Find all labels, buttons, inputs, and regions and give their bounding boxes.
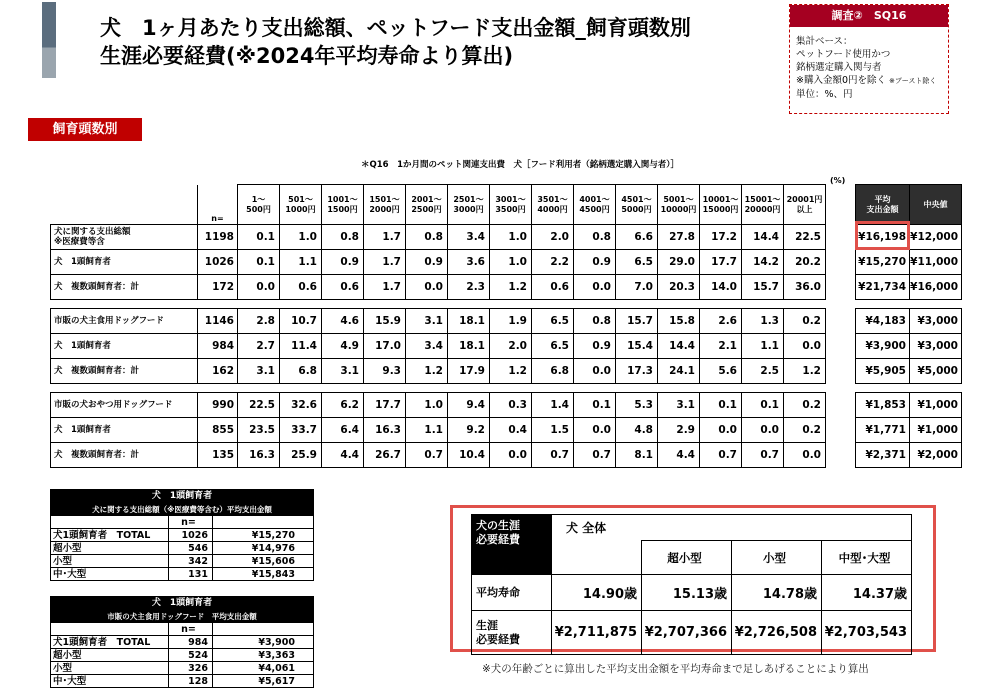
price-range-header: 20001円 以上 [784, 185, 826, 225]
average-value: ¥15,270 [856, 250, 910, 275]
table-row [51, 443, 826, 468]
mini-row-label: 小型 [51, 555, 169, 568]
mini-subtitle: 市販の犬主食用ドッグフード 平均支出金額 [51, 610, 314, 623]
group-gap [856, 300, 962, 309]
median-value: ¥3,000 [910, 309, 962, 334]
row-label: 犬 複数頭飼育者：計 [51, 275, 198, 300]
mini-title: 犬 1頭飼育者 [51, 597, 314, 610]
group-gap [51, 300, 826, 309]
percent-cell: 0.6 [322, 275, 364, 300]
percent-cell: 18.1 [448, 309, 490, 334]
percent-cell: 0.1 [742, 393, 784, 418]
percent-cell: 0.1 [574, 393, 616, 418]
percent-cell: 4.4 [658, 443, 700, 468]
lifetime-value: 14.37歳 [822, 575, 912, 611]
stats-row [856, 393, 962, 418]
row-label: 市販の犬おやつ用ドッグフード [51, 393, 198, 418]
percent-cell: 0.6 [532, 275, 574, 300]
percent-cell: 0.0 [784, 334, 826, 359]
percent-cell: 9.4 [448, 393, 490, 418]
percent-cell: 6.5 [532, 309, 574, 334]
sample-size: 1146 [198, 309, 238, 334]
mini-title: 犬 1頭飼育者 [51, 490, 314, 503]
percent-cell: 6.2 [322, 393, 364, 418]
price-range-header: 15001～ 20000円 [742, 185, 784, 225]
percent-cell: 0.9 [574, 334, 616, 359]
median-value: ¥1,000 [910, 418, 962, 443]
lifetime-value: ¥2,711,875 [552, 611, 642, 655]
mini-row [51, 649, 314, 662]
survey-line: 集計ベース： [796, 36, 853, 47]
title-accent-bar [42, 2, 56, 78]
mini-n-row [51, 516, 314, 529]
percent-cell: 0.7 [700, 443, 742, 468]
percent-cell: 3.4 [448, 225, 490, 250]
percent-cell: 0.0 [574, 418, 616, 443]
percent-cell: 32.6 [280, 393, 322, 418]
percent-cell: 1.0 [280, 225, 322, 250]
median-header: 中央値 [910, 185, 962, 225]
percent-cell: 10.4 [448, 443, 490, 468]
percent-cell: 1.9 [490, 309, 532, 334]
sample-size: 162 [198, 359, 238, 384]
price-range-header: 4501～ 5000円 [616, 185, 658, 225]
price-range-header: 3501～ 4000円 [532, 185, 574, 225]
percent-cell: 14.0 [700, 275, 742, 300]
sample-size: 1198 [198, 225, 238, 250]
percent-cell: 29.0 [658, 250, 700, 275]
percent-cell: 3.4 [406, 334, 448, 359]
stats-row [856, 275, 962, 300]
table-row [51, 418, 826, 443]
lifetime-value: ¥2,707,366 [642, 611, 732, 655]
mini-row-n: 524 [169, 649, 213, 662]
size-header: 超小型 [642, 541, 732, 575]
stats-row [856, 359, 962, 384]
lifetime-value: 14.90歳 [552, 575, 642, 611]
percent-cell: 17.7 [364, 393, 406, 418]
mini-row-value: ¥14,976 [213, 542, 314, 555]
lifetime-value: ¥2,726,508 [732, 611, 822, 655]
table-row [51, 393, 826, 418]
table-row [51, 334, 826, 359]
percent-cell: 25.9 [280, 443, 322, 468]
percent-cell: 7.0 [616, 275, 658, 300]
mini-blank [213, 516, 314, 529]
percent-cell: 0.0 [784, 443, 826, 468]
percent-cell: 0.7 [742, 443, 784, 468]
percent-cell: 0.2 [784, 393, 826, 418]
mini-row [51, 542, 314, 555]
blank-size-header [552, 541, 642, 575]
percent-cell: 0.0 [742, 418, 784, 443]
percent-cell: 5.3 [616, 393, 658, 418]
percent-cell: 14.4 [658, 334, 700, 359]
mini-row-value: ¥5,617 [213, 675, 314, 688]
mini-table-total-spending [50, 489, 314, 581]
stats-row [856, 418, 962, 443]
mini-row-label: 犬1頭飼育者 TOTAL [51, 529, 169, 542]
percent-cell: 17.7 [700, 250, 742, 275]
mini-row [51, 555, 314, 568]
percent-cell: 3.6 [448, 250, 490, 275]
percent-cell: 0.7 [406, 443, 448, 468]
percent-cell: 0.1 [238, 225, 280, 250]
percent-cell: 6.4 [322, 418, 364, 443]
lifetime-badge: 犬の生涯 必要経費 [472, 515, 552, 575]
mini-subtitle: 犬に関する支出総額（※医療費等含む）平均支出金額 [51, 503, 314, 516]
size-header: 小型 [732, 541, 822, 575]
survey-info-box [789, 4, 949, 114]
percent-cell: 15.7 [616, 309, 658, 334]
percent-cell: 0.2 [784, 418, 826, 443]
mini-row-value: ¥15,843 [213, 568, 314, 581]
mini-title-row [51, 597, 314, 610]
survey-label: 調査② SQ16 [790, 5, 948, 27]
percent-cell: 3.1 [238, 359, 280, 384]
percent-cell: 0.1 [700, 393, 742, 418]
percent-cell: 15.4 [616, 334, 658, 359]
stats-header-row [856, 185, 962, 225]
table-row [51, 359, 826, 384]
percent-cell: 16.3 [238, 443, 280, 468]
percent-cell: 1.7 [364, 225, 406, 250]
percent-cell: 0.8 [574, 309, 616, 334]
section-label: 飼育頭数別 [28, 118, 142, 141]
percent-cell: 1.1 [406, 418, 448, 443]
percent-cell: 0.3 [490, 393, 532, 418]
title-line-2: 生涯必要経費(※2024年平均寿命より算出) [100, 44, 514, 68]
price-range-header: 3001～ 3500円 [490, 185, 532, 225]
mini-n-header: n= [169, 516, 213, 529]
blank-header-cell [51, 185, 198, 225]
row-label: 犬 複数頭飼育者：計 [51, 359, 198, 384]
survey-details [790, 27, 948, 101]
header-row [51, 185, 826, 225]
percent-cell: 0.4 [490, 418, 532, 443]
percent-cell: 9.3 [364, 359, 406, 384]
percent-cell: 2.2 [532, 250, 574, 275]
percent-cell: 2.6 [700, 309, 742, 334]
table-row [51, 250, 826, 275]
percent-cell: 0.2 [784, 309, 826, 334]
row-label: 犬 1頭飼育者 [51, 334, 198, 359]
stats-row [856, 309, 962, 334]
average-value: ¥2,371 [856, 443, 910, 468]
row-label: 犬 複数頭飼育者：計 [51, 443, 198, 468]
percent-cell: 17.2 [700, 225, 742, 250]
median-value: ¥2,000 [910, 443, 962, 468]
mini-subtitle-row [51, 503, 314, 516]
percent-cell: 0.0 [406, 275, 448, 300]
percent-cell: 6.5 [532, 334, 574, 359]
highlight-box [855, 221, 910, 250]
mini-row-label: 中･大型 [51, 568, 169, 581]
survey-line: 銘柄選定購入関与者 [796, 62, 882, 73]
percent-cell: 4.6 [322, 309, 364, 334]
mini-row-value: ¥15,606 [213, 555, 314, 568]
percent-cell: 0.9 [322, 250, 364, 275]
survey-small-note: ※ブースト除く [889, 77, 937, 85]
percent-cell: 20.2 [784, 250, 826, 275]
percent-cell: 26.7 [364, 443, 406, 468]
stats-row [856, 443, 962, 468]
percent-cell: 17.3 [616, 359, 658, 384]
group-header: 犬 全体 [552, 515, 912, 541]
group-gap [51, 384, 826, 393]
percent-cell: 23.5 [238, 418, 280, 443]
percent-cell: 4.4 [322, 443, 364, 468]
lifetime-header-row-1 [472, 515, 912, 541]
row-label: 犬に関する支出総額 ※医療費等含 [51, 225, 198, 250]
percent-cell: 1.2 [784, 359, 826, 384]
percent-cell: 20.3 [658, 275, 700, 300]
percent-cell: 6.6 [616, 225, 658, 250]
size-header: 中型･大型 [822, 541, 912, 575]
average-value: ¥1,771 [856, 418, 910, 443]
lifetime-note: ※犬の年齢ごとに算出した平均支出金額を平均寿命まで足しあげることにより算出 [482, 663, 869, 675]
percent-cell: 2.0 [490, 334, 532, 359]
price-range-header: 5001～ 10000円 [658, 185, 700, 225]
price-range-header: 1501～ 2000円 [364, 185, 406, 225]
price-range-header: 4001～ 4500円 [574, 185, 616, 225]
lifetime-value: 14.78歳 [732, 575, 822, 611]
percent-cell: 16.3 [364, 418, 406, 443]
mini-row-label: 超小型 [51, 649, 169, 662]
lifetime-row-label: 生涯 必要経費 [472, 611, 552, 655]
percent-cell: 0.0 [490, 443, 532, 468]
percent-cell: 10.7 [280, 309, 322, 334]
mini-row-n: 342 [169, 555, 213, 568]
price-range-header: 2001～ 2500円 [406, 185, 448, 225]
mini-row [51, 568, 314, 581]
percent-cell: 2.0 [532, 225, 574, 250]
mini-row-n: 326 [169, 662, 213, 675]
mini-blank [51, 623, 169, 636]
mini-row-label: 超小型 [51, 542, 169, 555]
table-row [51, 309, 826, 334]
n-header: n= [198, 185, 238, 225]
mini-row-n: 984 [169, 636, 213, 649]
percent-cell: 1.2 [406, 359, 448, 384]
mini-row-label: 小型 [51, 662, 169, 675]
percent-cell: 1.3 [742, 309, 784, 334]
percent-cell: 1.0 [490, 225, 532, 250]
percent-cell: 6.8 [532, 359, 574, 384]
percent-cell: 17.9 [448, 359, 490, 384]
median-value: ¥11,000 [910, 250, 962, 275]
sample-size: 172 [198, 275, 238, 300]
percent-cell: 0.0 [574, 275, 616, 300]
percent-cell: 22.5 [238, 393, 280, 418]
stats-row [856, 334, 962, 359]
percent-cell: 2.7 [238, 334, 280, 359]
percent-cell: 3.1 [322, 359, 364, 384]
average-header: 平均 支出金額 [856, 185, 910, 225]
percent-cell: 0.6 [280, 275, 322, 300]
percent-cell: 14.4 [742, 225, 784, 250]
mini-row-value: ¥4,061 [213, 662, 314, 675]
sample-size: 855 [198, 418, 238, 443]
percent-cell: 0.7 [574, 443, 616, 468]
percent-cell: 6.5 [616, 250, 658, 275]
mini-row-label: 犬1頭飼育者 TOTAL [51, 636, 169, 649]
lifetime-row-label: 平均寿命 [472, 575, 552, 611]
mini-row-n: 128 [169, 675, 213, 688]
spending-distribution-table [50, 184, 826, 468]
percent-cell: 2.5 [742, 359, 784, 384]
percent-cell: 2.8 [238, 309, 280, 334]
percent-unit-label: (%) [830, 176, 846, 185]
mini-blank [213, 623, 314, 636]
gap-cell [51, 300, 826, 309]
mini-row [51, 636, 314, 649]
percent-cell: 15.9 [364, 309, 406, 334]
mini-row-n: 546 [169, 542, 213, 555]
percent-cell: 36.0 [784, 275, 826, 300]
survey-unit: 単位：%、円 [796, 89, 853, 100]
percent-cell: 4.9 [322, 334, 364, 359]
average-value: ¥1,853 [856, 393, 910, 418]
percent-cell: 0.8 [406, 225, 448, 250]
mini-row [51, 529, 314, 542]
average-value: ¥4,183 [856, 309, 910, 334]
average-value: ¥3,900 [856, 334, 910, 359]
percent-cell: 0.8 [322, 225, 364, 250]
percent-cell: 5.6 [700, 359, 742, 384]
mini-row-label: 中･大型 [51, 675, 169, 688]
percent-cell: 0.7 [532, 443, 574, 468]
mini-n-header: n= [169, 623, 213, 636]
percent-cell: 0.8 [574, 225, 616, 250]
percent-cell: 2.1 [700, 334, 742, 359]
percent-cell: 11.4 [280, 334, 322, 359]
percent-cell: 1.1 [742, 334, 784, 359]
percent-cell: 1.7 [364, 250, 406, 275]
gap-cell [856, 384, 962, 393]
mini-row-value: ¥3,900 [213, 636, 314, 649]
percent-cell: 1.4 [532, 393, 574, 418]
price-range-header: 501～ 1000円 [280, 185, 322, 225]
mini-row-value: ¥3,363 [213, 649, 314, 662]
percent-cell: 8.1 [616, 443, 658, 468]
average-value: ¥16,198 [856, 225, 910, 250]
percent-cell: 1.1 [280, 250, 322, 275]
lifetime-value: 15.13歳 [642, 575, 732, 611]
mini-n-row [51, 623, 314, 636]
table-row [51, 275, 826, 300]
percent-cell: 3.1 [658, 393, 700, 418]
mini-title-row [51, 490, 314, 503]
survey-line-text: ※購入金額0円を除く [796, 75, 887, 86]
mini-row [51, 662, 314, 675]
table-row [51, 225, 826, 250]
median-value: ¥16,000 [910, 275, 962, 300]
mini-blank [51, 516, 169, 529]
sample-size: 990 [198, 393, 238, 418]
lifetime-row [472, 575, 912, 611]
sample-size: 984 [198, 334, 238, 359]
percent-cell: 1.0 [406, 393, 448, 418]
percent-cell: 9.2 [448, 418, 490, 443]
median-value: ¥3,000 [910, 334, 962, 359]
question-title: ＊Q16 1か月間のペット関連支出費 犬［フード利用者（銘柄選定購入関与者）］ [361, 160, 679, 170]
survey-line: ペットフード使用かつ [796, 49, 891, 60]
price-range-header: 1～ 500円 [238, 185, 280, 225]
row-label: 犬 1頭飼育者 [51, 250, 198, 275]
mini-table-food-spending [50, 596, 314, 688]
mini-subtitle-row [51, 610, 314, 623]
gap-cell [51, 384, 826, 393]
stats-row [856, 250, 962, 275]
percent-cell: 22.5 [784, 225, 826, 250]
price-range-header: 1001～ 1500円 [322, 185, 364, 225]
percent-cell: 6.8 [280, 359, 322, 384]
lifetime-value: ¥2,703,543 [822, 611, 912, 655]
percent-cell: 1.5 [532, 418, 574, 443]
mini-row-n: 131 [169, 568, 213, 581]
percent-cell: 14.2 [742, 250, 784, 275]
percent-cell: 1.2 [490, 275, 532, 300]
percent-cell: 1.7 [364, 275, 406, 300]
percent-cell: 24.1 [658, 359, 700, 384]
average-value: ¥21,734 [856, 275, 910, 300]
mini-row-value: ¥15,270 [213, 529, 314, 542]
sample-size: 135 [198, 443, 238, 468]
percent-cell: 0.0 [574, 359, 616, 384]
lifetime-row [472, 611, 912, 655]
percent-cell: 2.9 [658, 418, 700, 443]
survey-line [796, 74, 942, 88]
percent-cell: 0.9 [406, 250, 448, 275]
median-value: ¥12,000 [910, 225, 962, 250]
percent-cell: 18.1 [448, 334, 490, 359]
median-value: ¥5,000 [910, 359, 962, 384]
lifetime-cost-table [471, 514, 912, 655]
row-label: 市販の犬主食用ドッグフード [51, 309, 198, 334]
mini-row-n: 1026 [169, 529, 213, 542]
percent-cell: 15.7 [742, 275, 784, 300]
percent-cell: 3.1 [406, 309, 448, 334]
group-gap [856, 384, 962, 393]
percent-cell: 1.2 [490, 359, 532, 384]
percent-cell: 4.8 [616, 418, 658, 443]
row-label: 犬 1頭飼育者 [51, 418, 198, 443]
title-line-1: 犬 1ヶ月あたり支出総額、ペットフード支出金額_飼育頭数別 [100, 16, 691, 40]
price-range-header: 2501～ 3000円 [448, 185, 490, 225]
median-value: ¥1,000 [910, 393, 962, 418]
percent-cell: 0.0 [700, 418, 742, 443]
percent-cell: 15.8 [658, 309, 700, 334]
percent-cell: 1.0 [490, 250, 532, 275]
percent-cell: 17.0 [364, 334, 406, 359]
percent-cell: 33.7 [280, 418, 322, 443]
percent-cell: 0.0 [238, 275, 280, 300]
page-title [100, 14, 691, 70]
average-value: ¥5,905 [856, 359, 910, 384]
sample-size: 1026 [198, 250, 238, 275]
percent-cell: 0.1 [238, 250, 280, 275]
mini-row [51, 675, 314, 688]
percent-cell: 27.8 [658, 225, 700, 250]
gap-cell [856, 300, 962, 309]
percent-cell: 2.3 [448, 275, 490, 300]
percent-cell: 0.9 [574, 250, 616, 275]
price-range-header: 10001～ 15000円 [700, 185, 742, 225]
